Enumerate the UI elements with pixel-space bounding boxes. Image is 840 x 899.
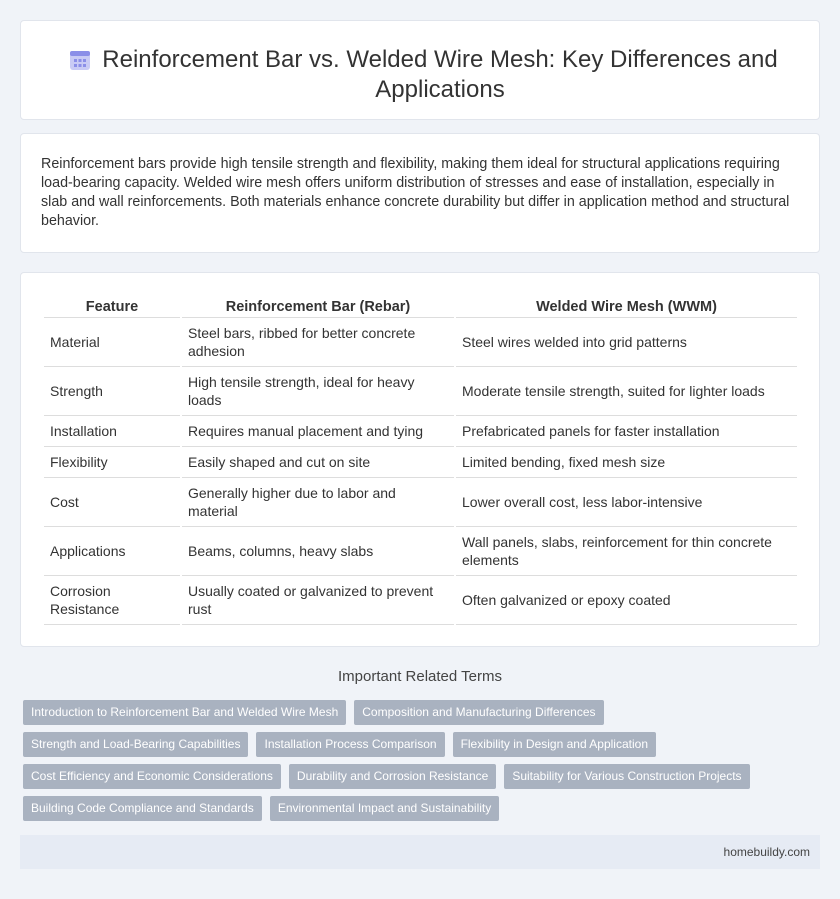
tag-row xyxy=(23,764,813,789)
table-row xyxy=(44,527,797,576)
row-wwm: Steel wires welded into grid patterns xyxy=(456,318,797,367)
related-terms-list xyxy=(23,700,813,828)
row-rebar: Steel bars, ribbed for better concrete adhesion xyxy=(182,318,454,367)
row-wwm: Limited bending, fixed mesh size xyxy=(456,447,797,478)
row-rebar: Easily shaped and cut on site xyxy=(182,447,454,478)
tag-row xyxy=(23,700,813,725)
tag-row xyxy=(23,732,813,757)
row-wwm: Lower overall cost, less labor-intensive xyxy=(456,478,797,527)
title-card xyxy=(20,20,820,120)
intro-paragraph: Reinforcement bars provide high tensile strength and flexibility, making them ideal for structural applications requiring load-bearing capacity. Welded wire mesh offers uniform distribution of stresses and ease of installation, especially in slab and wall reinforcements. Both materials enhance concrete durability but differ in application method and structural behavior. xyxy=(41,156,790,229)
row-wwm: Moderate tensile strength, suited for lighter loads xyxy=(456,367,797,416)
related-term-tag[interactable]: Installation Process Comparison xyxy=(256,732,444,757)
row-feature: Installation xyxy=(44,416,180,447)
intro-card xyxy=(20,133,820,253)
table-row xyxy=(44,416,797,447)
row-feature: Applications xyxy=(44,527,180,576)
table-row xyxy=(44,478,797,527)
row-rebar: Requires manual placement and tying xyxy=(182,416,454,447)
row-feature: Strength xyxy=(44,367,180,416)
header-feature: Feature xyxy=(44,296,180,318)
row-rebar: High tensile strength, ideal for heavy loads xyxy=(182,367,454,416)
footer xyxy=(20,835,820,869)
table-row xyxy=(44,576,797,625)
footer-site-link[interactable]: homebuildy.com xyxy=(723,845,810,859)
comparison-card xyxy=(20,272,820,647)
row-rebar: Generally higher due to labor and material xyxy=(182,478,454,527)
row-rebar: Beams, columns, heavy slabs xyxy=(182,527,454,576)
row-feature: Cost xyxy=(44,478,180,527)
row-feature: Flexibility xyxy=(44,447,180,478)
related-term-tag[interactable]: Building Code Compliance and Standards xyxy=(23,796,262,821)
row-wwm: Wall panels, slabs, reinforcement for thin concrete elements xyxy=(456,527,797,576)
related-term-tag[interactable]: Introduction to Reinforcement Bar and Welded Wire Mesh xyxy=(23,700,346,725)
related-term-tag[interactable]: Environmental Impact and Sustainability xyxy=(270,796,499,821)
related-term-tag[interactable]: Strength and Load-Bearing Capabilities xyxy=(23,732,248,757)
related-terms-title: Important Related Terms xyxy=(338,668,502,685)
table-row xyxy=(44,318,797,367)
related-term-tag[interactable]: Flexibility in Design and Application xyxy=(453,732,656,757)
related-term-tag[interactable]: Cost Efficiency and Economic Considerations xyxy=(23,764,281,789)
table-header-row xyxy=(44,296,797,318)
row-wwm: Prefabricated panels for faster installation xyxy=(456,416,797,447)
row-rebar: Usually coated or galvanized to prevent rust xyxy=(182,576,454,625)
page-title: Reinforcement Bar vs. Welded Wire Mesh: Key Differences and Applications xyxy=(102,46,778,103)
row-feature: Material xyxy=(44,318,180,367)
related-term-tag[interactable]: Suitability for Various Construction Projects xyxy=(504,764,749,789)
row-wwm: Often galvanized or epoxy coated xyxy=(456,576,797,625)
row-feature: Corrosion Resistance xyxy=(44,576,180,625)
header-rebar: Reinforcement Bar (Rebar) xyxy=(182,296,454,318)
related-term-tag[interactable]: Composition and Manufacturing Differences xyxy=(354,700,603,725)
tag-row xyxy=(23,796,813,821)
related-term-tag[interactable]: Durability and Corrosion Resistance xyxy=(289,764,496,789)
header-wwm: Welded Wire Mesh (WWM) xyxy=(456,296,797,318)
comparison-table xyxy=(42,296,799,625)
table-row xyxy=(44,367,797,416)
table-row xyxy=(44,447,797,478)
